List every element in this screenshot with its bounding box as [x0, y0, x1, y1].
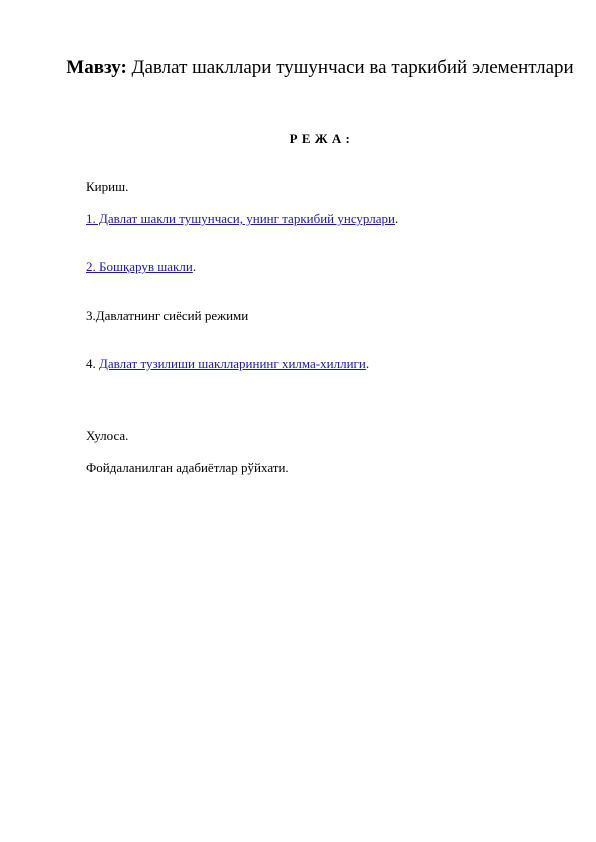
conclusion-line: Хулоса.	[86, 428, 129, 443]
plan-item-1	[86, 211, 398, 227]
plan-item-4-link[interactable]: Давлат тузилиши шаклларининг хилма-хиллиги	[99, 356, 366, 371]
plan-item-3-text: 3.Давлатнинг сиёсий режими	[86, 308, 249, 323]
intro-line: Кириш.	[86, 179, 129, 194]
references-line: Фойдаланилган адабиётлар рўйхати.	[86, 460, 289, 475]
plan-item-2	[86, 259, 196, 275]
title-label: Мавзу:	[66, 57, 127, 78]
plan-heading: Р Е Ж А :	[289, 131, 351, 146]
plan-item-1-suffix: .	[394, 211, 399, 226]
document-title	[60, 57, 580, 78]
plan-item-2-link[interactable]: 2. Бошқарув шакли	[86, 259, 193, 274]
plan-item-3	[86, 308, 248, 324]
plan-item-2-suffix: .	[192, 259, 197, 274]
plan-item-1-link[interactable]: 1. Давлат шакли тушунчаси, унинг таркибий унсурлари	[86, 211, 395, 226]
plan-item-4-prefix: 4.	[86, 356, 99, 371]
plan-item-4-suffix: .	[365, 356, 370, 371]
plan-item-4	[86, 356, 369, 372]
title-text: Давлат шакллари тушунчаси ва таркибий элементлари	[126, 57, 574, 78]
